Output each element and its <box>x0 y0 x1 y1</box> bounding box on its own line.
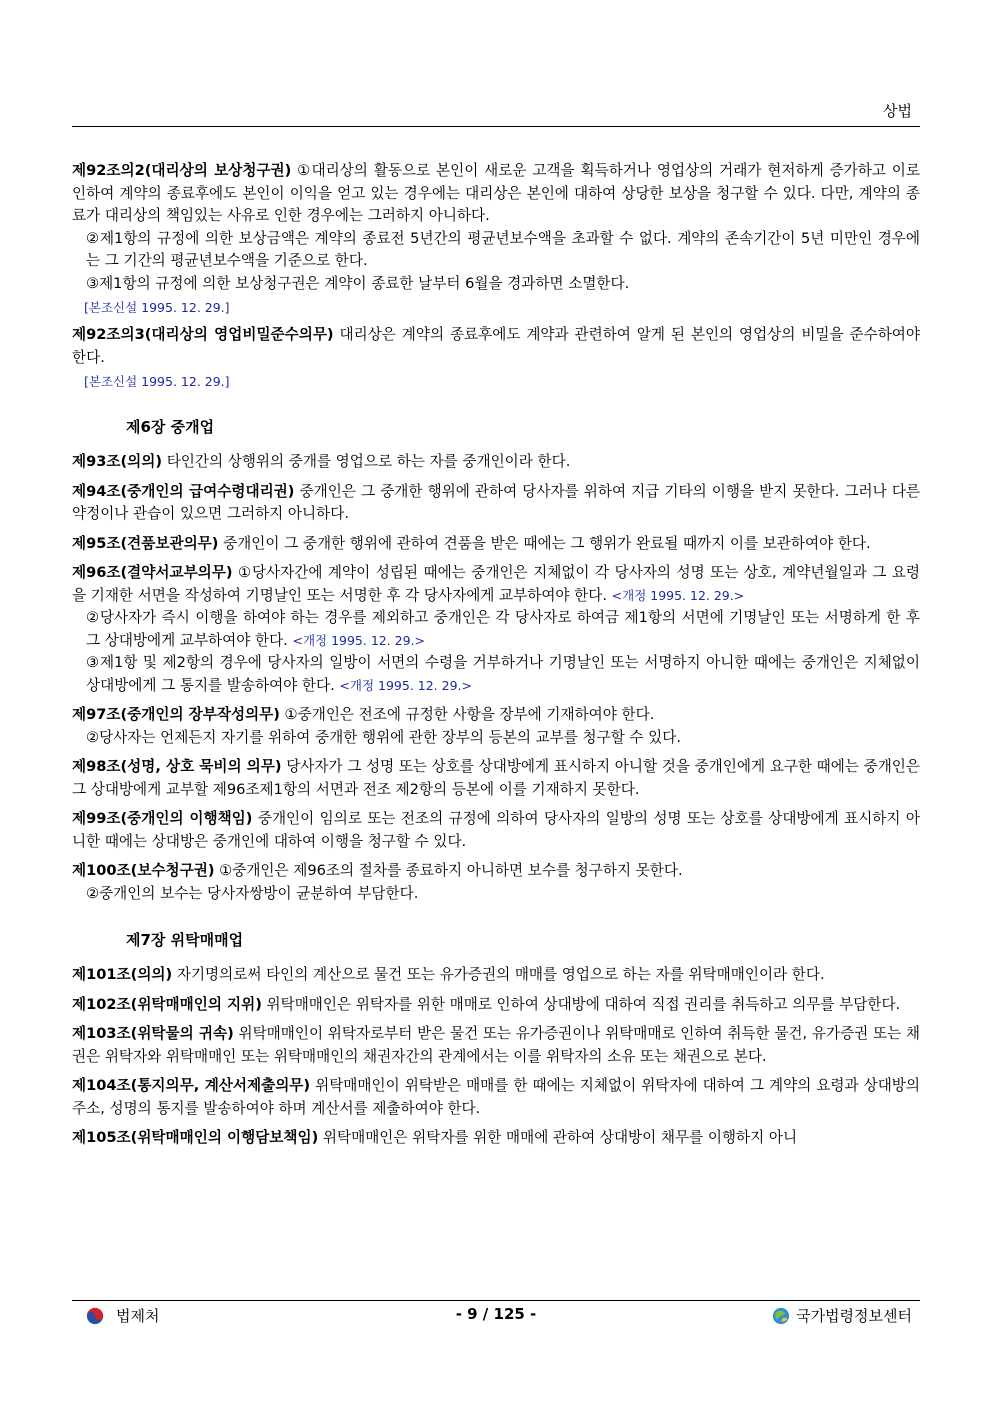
article-title: 제93조(의의) <box>72 453 163 470</box>
chapter-heading: 제7장 위탁매매업 <box>126 931 244 949</box>
document-body <box>72 160 920 1157</box>
footer-right <box>772 1305 912 1326</box>
chapter-heading: 제6장 중개업 <box>126 418 215 436</box>
article-title: 제100조(보수청구권) <box>72 862 215 879</box>
article-paragraph <box>72 756 920 801</box>
paragraph-text: 중개인이 임의로 또는 전조의 규정에 의하여 당사자의 일방의 성명 또는 상호를 상대방에게 표시하지 아니한 때에는 상대방은 중개인에 대하여 이행을 청구할 수 있다. <box>72 810 920 850</box>
article <box>72 1075 920 1120</box>
article <box>72 1127 920 1150</box>
history-note: [본조신설 1995. 12. 29.] <box>84 374 230 389</box>
document-title: 상법 <box>883 102 912 120</box>
article-title: 제94조(중개인의 급여수령대리권) <box>72 482 295 500</box>
paragraph-text: 중개인이 그 중개한 행위에 관하여 견품을 받은 때에는 그 행위가 완료될 때까지 이를 보관하여야 한다. <box>223 534 871 552</box>
article-paragraph <box>72 533 920 556</box>
articles-group-brokerage <box>72 451 920 905</box>
article-paragraph <box>72 562 920 607</box>
article <box>72 704 920 749</box>
paragraph-text: 위탁매매인은 위탁자를 위한 매매에 관하여 상대방이 채무를 이행하지 아니 <box>322 1129 798 1146</box>
article-paragraph <box>72 451 920 474</box>
article-paragraph <box>72 324 920 369</box>
article-title: 제97조(중개인의 장부작성의무) <box>72 706 280 723</box>
paragraph-text: 위탁매매인이 위탁받은 매매를 한 때에는 지체없이 위탁자에 대하여 그 계약의 요령과 상대방의 주소, 성명의 통지를 발송하여야 하며 계산서를 제출하여야 한다. <box>72 1077 921 1117</box>
paragraph-text: ②당사자가 즉시 이행을 하여야 하는 경우를 제외하고 중개인은 각 당사자로 하여금 제1항의 서면에 기명날인 또는 서명하게 한 후 그 상대방에게 교부하여야 한다. <box>86 609 920 649</box>
paragraph-text: ②중개인의 보수는 당사자쌍방이 균분하여 부담한다. <box>86 884 419 902</box>
article-paragraph <box>72 607 920 652</box>
paragraph-text: 타인간의 상행위의 중개를 영업으로 하는 자를 중개인이라 한다. <box>166 453 571 470</box>
amendment-note: <개정 1995. 12. 29.> <box>292 632 426 648</box>
article-title: 제98조(성명, 상호 묵비의 의무) <box>72 758 282 775</box>
article <box>72 1023 920 1068</box>
article-paragraph <box>72 994 920 1017</box>
article-title: 제95조(견품보관의무) <box>72 534 219 552</box>
article-paragraph: ②제1항의 규정에 의한 보상금액은 계약의 종료전 5년간의 평균년보수액을 초과할 수 없다. 계약의 존속기간이 5년 미만인 경우에는 그 기간의 평균년보수액을 기준으로 한다. <box>86 229 920 269</box>
article-title: 제105조(위탁매매인의 이행담보책임) <box>72 1129 319 1146</box>
history-note: [본조신설 1995. 12. 29.] <box>84 300 230 315</box>
article-title: 제102조(위탁매매인의 지위) <box>72 995 262 1013</box>
article-title: 제104조(통지의무, 계산서제출의무) <box>72 1077 311 1094</box>
paragraph-text: 위탁매매인은 위탁자를 위한 매매로 인하여 상대방에 대하여 직접 권리를 취득하고 의무를 부담한다. <box>266 995 901 1013</box>
paragraph-text: ①중개인은 전조에 규정한 사항을 장부에 기재하여야 한다. <box>284 706 655 723</box>
article-title: 제99조(중개인의 이행책임) <box>72 810 253 827</box>
article-paragraph <box>72 1023 920 1068</box>
paragraph-text: ③제1항 및 제2항의 경우에 당사자의 일방이 서면의 수령을 거부하거나 기명날인 또는 서명하지 아니한 때에는 중개인은 지체없이 상대방에게 그 통지를 발송하여야 한다. <box>86 654 920 694</box>
article-title: 제92조의2(대리상의 보상청구권) <box>72 162 292 179</box>
article-paragraph <box>72 883 920 906</box>
paragraph-text: 자기명의로써 타인의 계산으로 물건 또는 유가증권의 매매를 영업으로 하는 자를 위탁매매인이라 한다. <box>176 966 825 983</box>
header-divider <box>72 126 920 127</box>
paragraph-text: 위탁매매인이 위탁자로부터 받은 물건 또는 유가증권이나 위탁매매로 인하여 취득한 물건, 유가증권 또는 채권은 위탁자와 위탁매매인 또는 위탁매매인의 채권자간의 관계에서는 이를 위탁자의 소유 또는 채권으로 본다. <box>72 1025 920 1065</box>
article-paragraph: ③제1항의 규정에 의한 보상청구권은 계약이 종료한 날부터 6월을 경과하면 소멸한다. <box>86 274 630 292</box>
amendment-note: <개정 1995. 12. 29.> <box>611 587 745 603</box>
article-paragraph <box>72 704 920 727</box>
paragraph-text: ①대리상의 활동으로 본인이 새로운 고객을 획득하거나 영업상의 거래가 현저하게 증가하고 이로 인하여 계약의 종료후에도 본인이 이익을 얻고 있는 경우에는 대리상은 본인에 대하여 상당한 보상을 청구할 수 있다. 다만, 계약의 종료가 대리상의 책임있는 사유로 인한 경우에는 그러하지 아니하다. <box>72 162 921 224</box>
paragraph-text: 대리상은 계약의 종료후에도 계약과 관련하여 알게 된 본인의 영업상의 비밀을 준수하여야 한다. <box>72 326 920 366</box>
page-number: - 9 / 125 - <box>455 1305 537 1323</box>
article-92-2 <box>72 160 920 295</box>
article <box>72 533 920 556</box>
article <box>72 808 920 853</box>
article <box>72 756 920 801</box>
article <box>72 964 920 987</box>
article-paragraph <box>72 727 920 750</box>
article-paragraph <box>72 1075 920 1120</box>
article-92-3 <box>72 324 920 369</box>
footer-site-label: 국가법령정보센터 <box>796 1307 912 1325</box>
articles-group-commission <box>72 964 920 1150</box>
amendment-note: <개정 1995. 12. 29.> <box>339 677 472 693</box>
article-paragraph <box>72 808 920 853</box>
paragraph-text: ②당사자는 언제든지 자기를 위하여 중개한 행위에 관한 장부의 등본의 교부를 청구할 수 있다. <box>86 728 682 746</box>
paragraph-text: 당사자가 그 성명 또는 상호를 상대방에게 표시하지 아니할 것을 중개인에게 요구한 때에는 중개인은 그 상대방에게 교부할 제96조제1항의 서면과 전조 제2항의 등본에 이를 기재하지 못한다. <box>72 758 921 798</box>
article-paragraph <box>72 652 920 697</box>
globe-logo-icon <box>772 1307 790 1325</box>
article-paragraph <box>72 860 920 883</box>
article <box>72 562 920 697</box>
footer-org-label: 법제처 <box>116 1307 160 1325</box>
article-paragraph <box>72 481 920 526</box>
article <box>72 451 920 474</box>
article-title: 제101조(의의) <box>72 966 173 983</box>
article-title: 제103조(위탁물의 귀속) <box>72 1025 234 1042</box>
article <box>72 994 920 1017</box>
article-paragraph <box>72 1127 920 1150</box>
page-footer <box>72 1305 920 1329</box>
article-paragraph <box>72 964 920 987</box>
footer-divider <box>72 1300 920 1301</box>
paragraph-text: 중개인은 그 중개한 행위에 관하여 당사자를 위하여 지급 기타의 이행을 받지 못한다. 그러나 다른 약정이나 관습이 있으면 그러하지 아니하다. <box>72 482 921 522</box>
article-title: 제92조의3(대리상의 영업비밀준수의무) <box>72 326 334 343</box>
paragraph-text: ①당사자간에 계약이 성립된 때에는 중개인은 지체없이 각 당사자의 성명 또는 상호, 계약년월일과 그 요령을 기재한 서면을 작성하여 기명날인 또는 서명한 후 각 당사자에게 교부하여야 한다. <box>72 564 921 604</box>
article <box>72 860 920 905</box>
article-paragraph <box>72 160 920 228</box>
paragraph-text: ①중개인은 제96조의 절차를 종료하지 아니하면 보수를 청구하지 못한다. <box>219 862 683 879</box>
article <box>72 481 920 526</box>
article-title: 제96조(결약서교부의무) <box>72 564 233 581</box>
